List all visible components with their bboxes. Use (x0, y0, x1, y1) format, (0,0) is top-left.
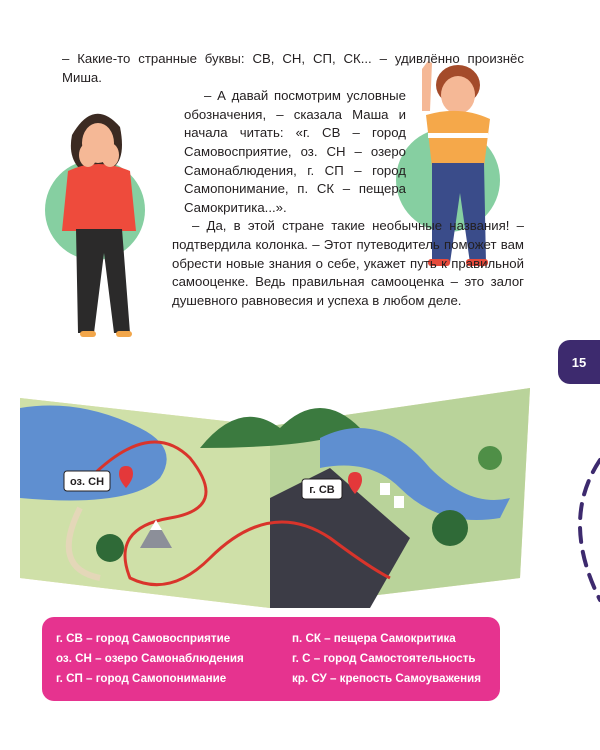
story-text (62, 50, 524, 310)
legend-item: оз. СН – озеро Самонаблюдения (56, 652, 244, 665)
dashed-arc-decoration (560, 450, 600, 610)
paragraph-2: – А давай посмотрим условные обозначения, – сказала Маша и начала читать: «г. СВ – город Самовосприятие, оз. СН – озеро Самонаблюдения, г. СП – город Самопонимание, п. СК – пещера Самокритика...». (184, 88, 406, 215)
legend-column-left (56, 629, 244, 689)
legend-item: п. СК – пещера Самокритика (292, 632, 456, 645)
map-illustration (20, 378, 530, 610)
paragraph-1: – Какие-то странные буквы: СВ, СН, СП, СК... – удивлённо произнёс Миша. (62, 51, 524, 85)
legend-item: г. СП – город Самопонимание (56, 672, 227, 685)
paragraph-3: – Да, в этой стране такие необычные названия! – подтвердила колонка. – Этот путеводитель поможет вам обрести новые знания о себе, укажет путь к правильной самооценке. Ведь правильная самооценка – это залог душевного равновесия и успеха в любом деле. (172, 218, 524, 308)
page-number: 15 (558, 340, 600, 384)
city-marker-label: г. СВ (309, 484, 335, 496)
lake-marker-label: оз. СН (69, 476, 105, 488)
legend-item: г. СВ – город Самовосприятие (56, 632, 231, 645)
legend-item: кр. СУ – крепость Самоуважения (292, 672, 481, 685)
legend-item: г. С – город Самостоятельность (292, 652, 476, 665)
legend-column-right (292, 629, 481, 689)
map-legend (42, 617, 500, 701)
girl-illustration (40, 95, 160, 345)
